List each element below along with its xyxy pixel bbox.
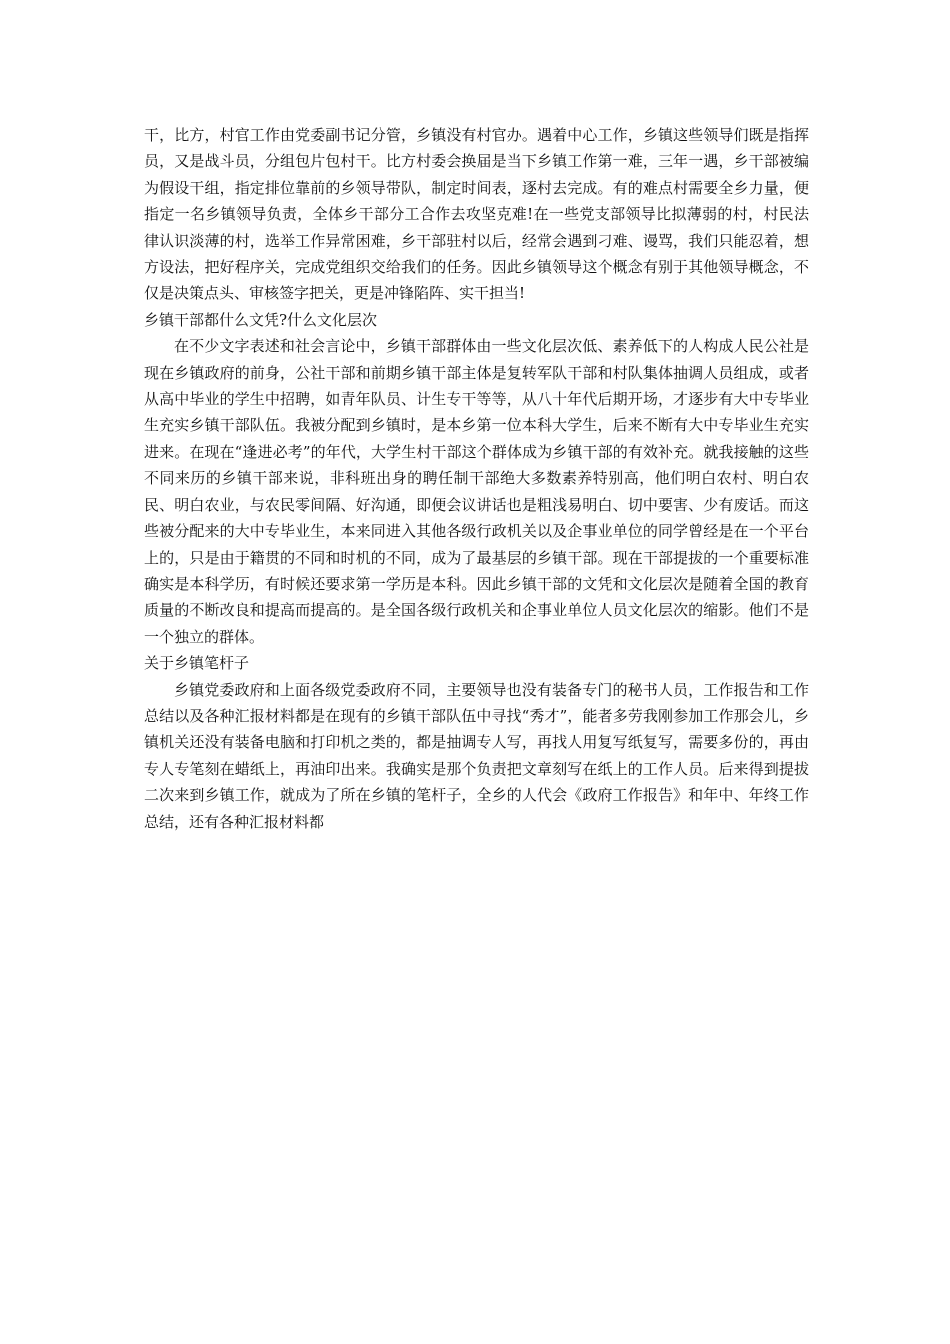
paragraph-education: 在不少文字表述和社会言论中，乡镇干部群体由一些文化层次低、素养低下的人构成人民公社是现在乡镇政府的前身，公社干部和前期乡镇干部主体是复转军队干部和村队集体抽调人员组成，或者从高中毕业的学生中招聘，如青年队员、计生专干等等，从八十年代后期开场，才逐步有大中专毕业生充实乡镇干部队伍。我被分配到乡镇时，是本乡第一位本科大学生，后来不断有大中专毕业生充实进来。在现在“逢进必考”的年代，大学生村干部这个群体成为乡镇干部的有效补充。就我接触的这些不同来历的乡镇干部来说，非科班出身的聘任制干部绝大多数素养特别高，他们明白农村、明白农民、明白农业，与农民零间隔、好沟通，即便会议讲话也是粗浅易明白、切中要害、少有废话。而这些被分配来的大中专毕业生，本来同进入其他各级行政机关以及企事业单位的同学曾经是在一个平台上的，只是由于籍贯的不同和时机的不同，成为了最基层的乡镇干部。现在干部提拔的一个重要标准确实是本科学历，有时候还要求第一学历是本科。因此乡镇干部的文凭和文化层次是随着全国的教育质量的不断改良和提高而提高的。是全国各级行政机关和企事业单位人员文化层次的缩影。他们不是一个独立的群体。 <box>144 337 809 646</box>
section-heading-writers: 关于乡镇笔杆子 <box>144 654 250 673</box>
paragraph-continued: 干，比方，村官工作由党委副书记分管，乡镇没有村官办。遇着中心工作，乡镇这些领导们既是指挥员，又是战斗员，分组包片包村干。比方村委会换届是当下乡镇工作第一难，三年一遇，乡干部被编为假设干组，指定排位靠前的乡领导带队，制定时间表，逐村去完成。有的难点村需要全乡力量，便指定一名乡镇领导负责，全体乡干部分工合作去攻坚克难!在一些党支部领导比拟薄弱的村，村民法律认识淡薄的村，选举工作异常困难，乡干部驻村以后，经常会遇到刁难、谩骂，我们只能忍着，想方设法，把好程序关，完成党组织交给我们的任务。因此乡镇领导这个概念有别于其他领导概念，不仅是决策点头、审核签字把关，更是冲锋陷阵、实干担当! <box>144 126 809 303</box>
document-page <box>144 122 809 835</box>
section-heading-education: 乡镇干部都什么文凭?什么文化层次 <box>144 310 378 329</box>
paragraph-writers: 乡镇党委政府和上面各级党委政府不同，主要领导也没有装备专门的秘书人员，工作报告和工作总结以及各种汇报材料都是在现有的乡镇干部队伍中寻找“秀才”，能者多劳我刚参加工作那会儿，乡镇机关还没有装备电脑和打印机之类的，都是抽调专人写，再找人用复写纸复写，需要多份的，再由专人专笔刻在蜡纸上，再油印出来。我确实是那个负责把文章刻写在纸上的工作人员。后来得到提拔二次来到乡镇工作，就成为了所在乡镇的笔杆子，全乡的人代会《政府工作报告》和年中、年终工作总结，还有各种汇报材料都 <box>144 680 809 831</box>
